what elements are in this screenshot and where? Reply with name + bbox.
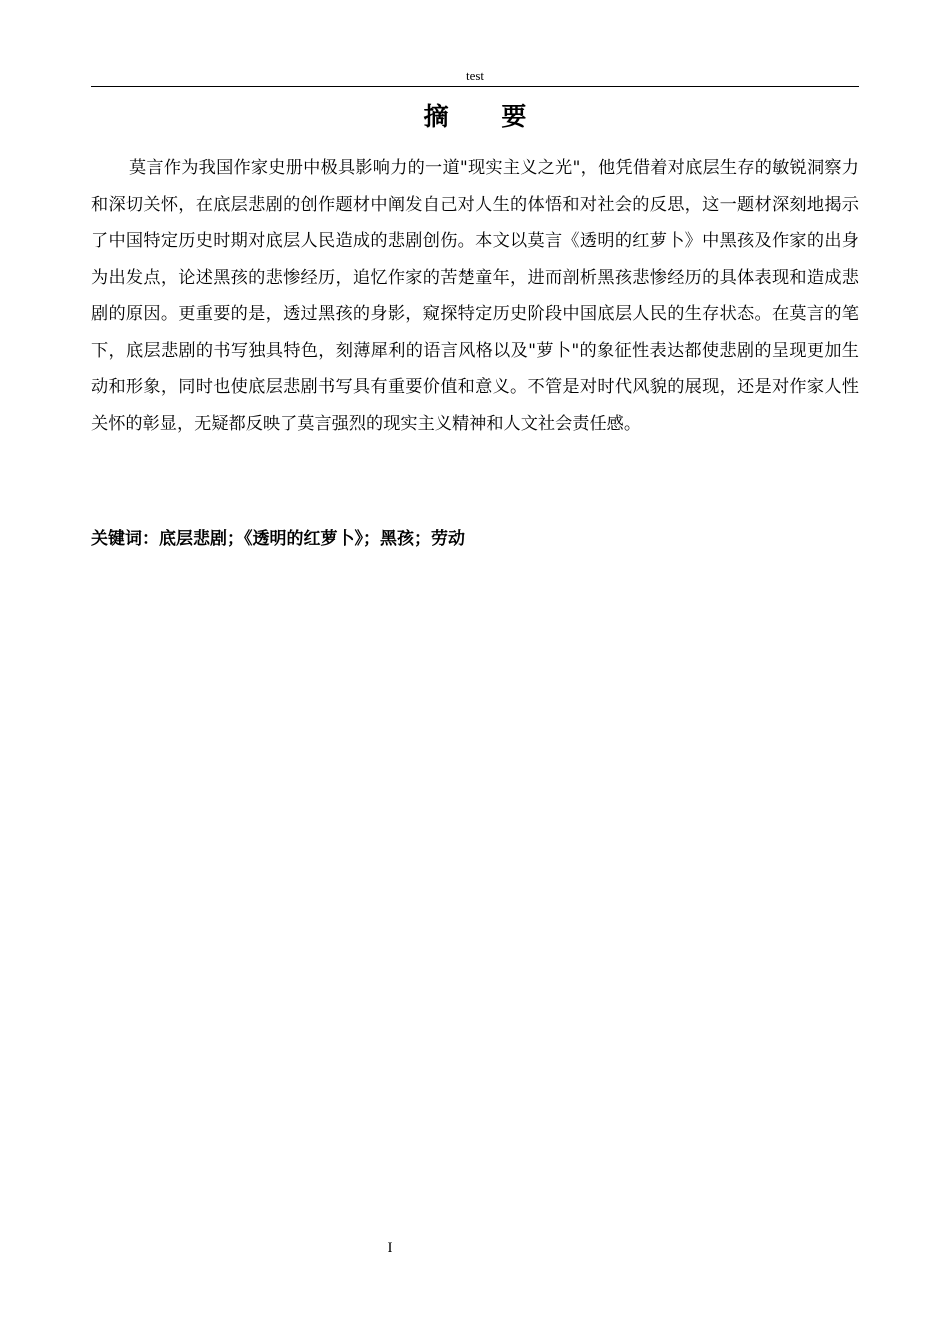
- abstract-title: 摘 要: [423, 102, 549, 131]
- keywords-label: 关键词：: [91, 529, 159, 549]
- running-header: test: [465, 68, 485, 83]
- abstract-body: 莫言作为我国作家史册中极具影响力的一道"现实主义之光"，他凭借着对底层生存的敏锐洞察力和深切关怀，在底层悲剧的创作题材中阐发自己对人生的体悟和对社会的反思，这一题材深刻地揭示了中国特定历史时期对底层人民造成的悲剧创伤。本文以莫言《透明的红萝卜》中黑孩及作家的出身为出发点，论述黑孩的悲惨经历，追忆作家的苦楚童年，进而剖析黑孩悲惨经历的具体表现和造成悲剧的原因。更重要的是，透过黑孩的身影，窥探特定历史阶段中国底层人民的生存状态。在莫言的笔下，底层悲剧的书写独具特色，刻薄犀利的语言风格以及"萝卜"的象征性表达都使悲剧的呈现更加生动和形象，同时也使底层悲剧书写具有重要价值和意义。不管是对时代风貌的展现，还是对作家人性关怀的彰显，无疑都反映了莫言强烈的现实主义精神和人文社会责任感。: [91, 158, 859, 434]
- page-number: I: [387, 1240, 393, 1256]
- header-rule: [91, 86, 859, 87]
- keywords-text: 底层悲剧；《透明的红萝卜》；黑孩；劳动: [159, 529, 465, 549]
- keywords-line: [91, 524, 859, 554]
